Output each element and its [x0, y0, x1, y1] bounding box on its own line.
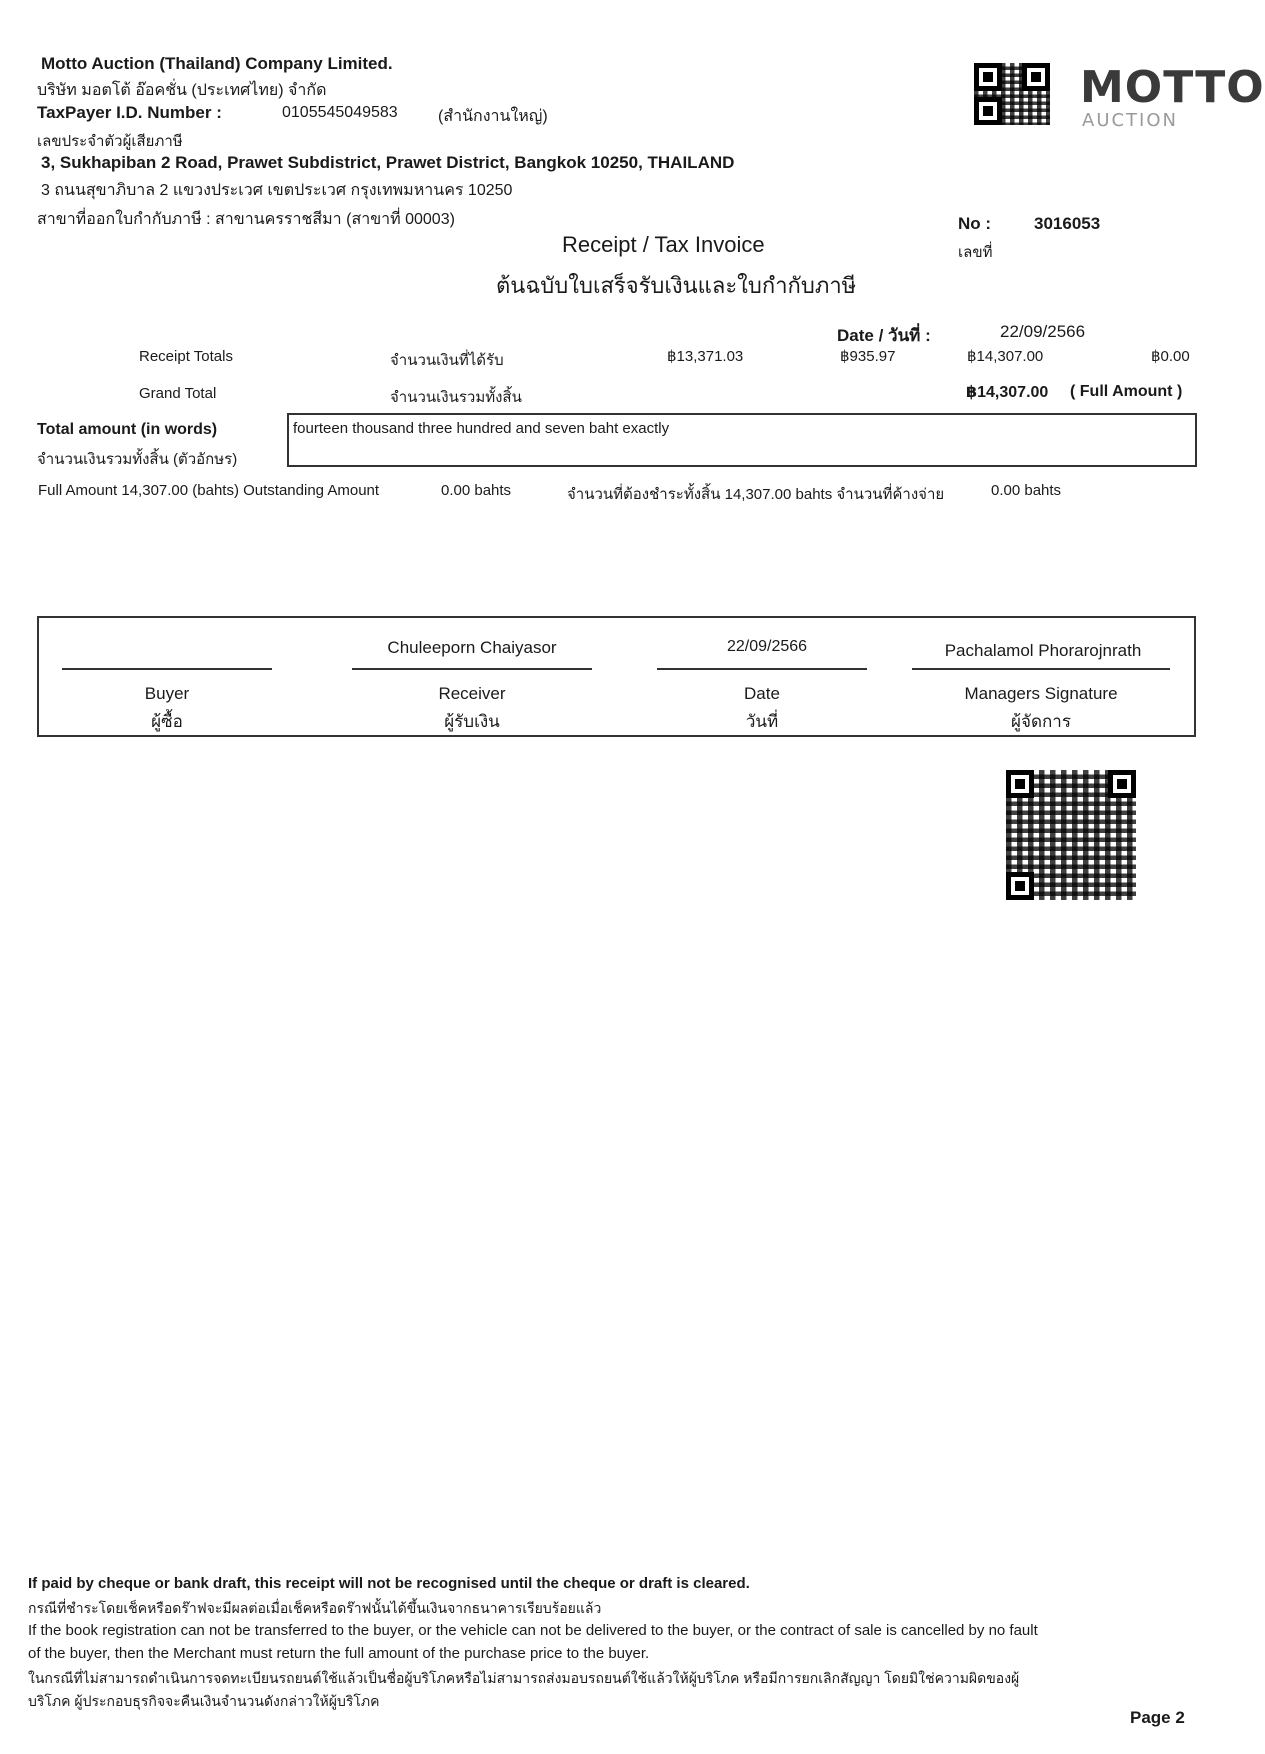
words-label-en: Total amount (in words) [37, 421, 218, 438]
buyer-signature-line [62, 668, 272, 670]
words-value: fourteen thousand three hundred and seven baht exactly [293, 420, 670, 437]
summary-en-value: 0.00 bahts [441, 482, 512, 499]
grand-total-value: ฿14,307.00 [966, 384, 1049, 401]
manager-signature-line [912, 668, 1170, 670]
issuing-branch: สาขาที่ออกใบกำกับภาษี : สาขานครราชสีมา (สาขาที่ 00003) [37, 211, 455, 228]
receiver-label: Receiver [438, 684, 506, 703]
receipt-other: ฿0.00 [1151, 348, 1190, 365]
words-label-th: จำนวนเงินรวมทั้งสิ้น (ตัวอักษร) [37, 451, 238, 468]
invoice-no-label-th: เลขที่ [958, 244, 993, 261]
taxpayer-id: 0105545049583 [282, 104, 398, 121]
buyer-label-th: ผู้ซื้อ [151, 712, 183, 731]
page-number: Page 2 [1130, 1708, 1185, 1727]
receipt-amount: ฿13,371.03 [667, 348, 744, 365]
document-title-th: ต้นฉบับใบเสร็จรับเงินและใบกำกับภาษี [496, 273, 857, 298]
grand-total-note: ( Full Amount ) [1070, 383, 1183, 400]
motto-logo: MOTTO [1080, 62, 1265, 113]
date-value: 22/09/2566 [1000, 322, 1086, 341]
summary-th-value: 0.00 bahts [991, 482, 1062, 499]
footer-refund-note-th-1: ในกรณีที่ไม่สามารถดำเนินการจดทะเบียนรถยนต์ใช้แล้วเป็นชื่อผู้บริโภคหรือไม่สามารถส่งมอบรถยนต์ใช้แล้วให้ผู้บริโภค หรือมีการยกเลิกสัญญา โดยมิใช่ความผิดของผู้ [28, 1670, 1020, 1686]
invoice-no-label: No : [958, 214, 992, 233]
buyer-label: Buyer [144, 684, 190, 703]
motto-logo-sub: AUCTION [1082, 110, 1178, 131]
receipt-total: ฿14,307.00 [967, 348, 1044, 365]
date-label-sig: Date [744, 684, 780, 703]
invoice-no-value: 3016053 [1034, 214, 1101, 233]
manager-label: Managers Signature [964, 684, 1118, 703]
date-signature-line [657, 668, 867, 670]
summary-th: จำนวนที่ต้องชำระทั้งสิ้น 14,307.00 bahts จำนวนที่ค้างจ่าย [567, 486, 945, 503]
signature-box [37, 616, 1196, 737]
receiver-label-th: ผู้รับเงิน [444, 712, 500, 731]
footer-refund-note-en-2: of the buyer, then the Merchant must return the full amount of the purchase price to the buyer. [28, 1645, 650, 1662]
taxpayer-label: TaxPayer I.D. Number : [37, 103, 222, 122]
receiver-signature-line [352, 668, 592, 670]
grand-total-label: Grand Total [139, 385, 217, 402]
company-name-th: บริษัท มอตโต้ อ๊อคชั่น (ประเทศไทย) จำกัด [37, 82, 327, 99]
company-name-en: Motto Auction (Thailand) Company Limited. [41, 54, 393, 73]
company-address-en: 3, Sukhapiban 2 Road, Prawet Subdistrict, Prawet District, Bangkok 10250, THAILAND [41, 153, 735, 172]
footer-refund-note-en-1: If the book registration can not be transferred to the buyer, or the vehicle can not be delivered to the buyer, or the contract of sale is cancelled by no fault [28, 1622, 1038, 1639]
document-title-en: Receipt / Tax Invoice [562, 232, 765, 257]
footer-cheque-note-th: กรณีที่ชำระโดยเช็คหรือดร๊าฟจะมีผลต่อเมื่อเช็คหรือดร๊าฟนั้นได้ขึ้นเงินจากธนาคารเรียบร้อยแล้ว [28, 1600, 602, 1616]
signature-date-value: 22/09/2566 [726, 638, 808, 655]
manager-label-th: ผู้จัดการ [1011, 712, 1071, 731]
grand-total-label-th: จำนวนเงินรวมทั้งสิ้น [390, 389, 522, 406]
taxpayer-label-th: เลขประจำตัวผู้เสียภาษี [37, 133, 183, 150]
company-address-th: 3 ถนนสุขาภิบาล 2 แขวงประเวศ เขตประเวศ กรุงเทพมหานคร 10250 [41, 182, 513, 199]
date-label: Date / วันที่ : [837, 326, 931, 345]
date-label-sig-th: วันที่ [745, 712, 779, 731]
header-qr-code-icon [974, 63, 1050, 125]
footer-refund-note-th-2: บริโภค ผู้ประกอบธุรกิจจะคืนเงินจำนวนดังกล่าวให้ผู้บริโภค [28, 1693, 380, 1709]
payment-qr-code-icon [1006, 770, 1136, 900]
taxpayer-office: (สำนักงานใหญ่) [438, 108, 548, 125]
receipt-totals-label-th: จำนวนเงินที่ได้รับ [390, 352, 504, 369]
receiver-name: Chuleeporn Chaiyasor [387, 638, 557, 657]
receipt-vat: ฿935.97 [840, 348, 896, 365]
words-box [287, 413, 1197, 467]
summary-en: Full Amount 14,307.00 (bahts) Outstanding Amount [38, 482, 380, 499]
manager-name: Pachalamol Phorarojnrath [944, 641, 1142, 660]
receipt-totals-label: Receipt Totals [139, 348, 233, 365]
footer-cheque-note-en: If paid by cheque or bank draft, this receipt will not be recognised until the cheque or draft is cleared. [28, 1575, 750, 1592]
